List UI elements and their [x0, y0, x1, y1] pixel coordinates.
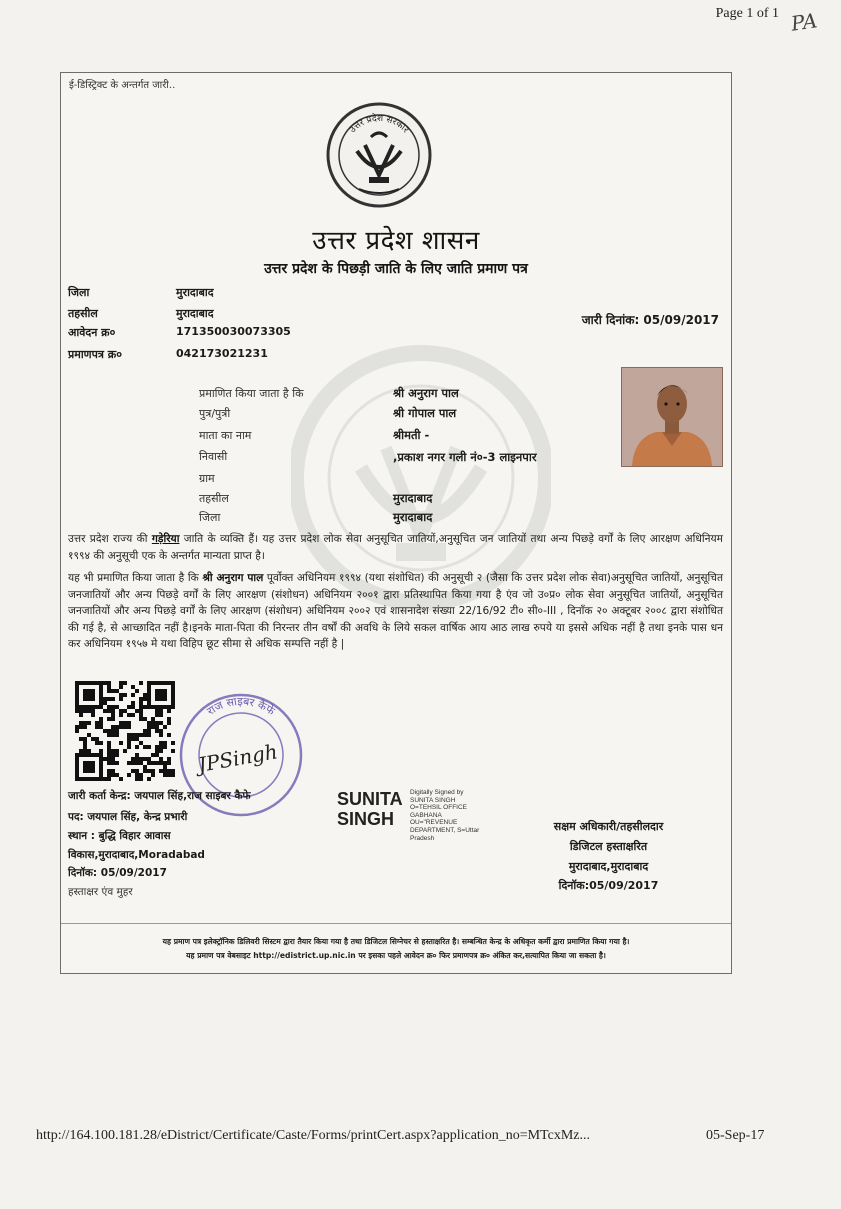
- qr-code-icon: [75, 681, 175, 781]
- caste-name: गड़ेरिया: [151, 533, 180, 545]
- issuer-sign-seal: हस्ताक्षर एंव मुहर: [68, 886, 133, 898]
- district-value: मुरादाबाद: [176, 286, 214, 299]
- field-village-label: ग्राम: [199, 472, 215, 485]
- stamp-text: राज साइबर कैफे: [204, 694, 278, 718]
- footer-note-line2: यह प्रमाण पत्र वेबसाइट http://edistrict.up.nic.in पर इसका पहले आवेदन क्र० फिर प्रमाणपत्र क्र० अंकित कर,सत्यापित किया जा सकता है।: [186, 951, 606, 960]
- field-resident-value: ,प्रकाश नगर गली नं०-3 लाइनपार: [393, 450, 537, 464]
- officer-date: दिनॉक:05/09/2017: [558, 879, 659, 892]
- field-district-label: जिला: [199, 511, 221, 524]
- certificate-no-label: प्रमाणपत्र क्र०: [68, 348, 122, 361]
- issuer-post: पद: जयपाल सिंह, केन्द्र प्रभारी: [68, 811, 188, 823]
- issued-under-text: ई-डिस्ट्रिक्ट के अन्तर्गत जारी..: [69, 80, 176, 91]
- applicant-name: श्री अनुराग पाल: [202, 572, 264, 584]
- page-label: Page 1 of 1: [715, 6, 779, 21]
- stamp-signature: JPSingh: [196, 739, 280, 777]
- certificate-subtitle: उत्तर प्रदेश के पिछड़ी जाति के लिए जाति प्रमाण पत्र: [264, 261, 528, 277]
- certificate-frame: [60, 72, 732, 974]
- field-tehsil-label: तहसील: [199, 492, 229, 505]
- tehsil-label: तहसील: [68, 307, 98, 320]
- signer-name: SUNITA SINGH: [337, 789, 403, 829]
- handwritten-note: PA: [789, 8, 819, 36]
- field-parent-label: पुत्र/पुत्री: [199, 407, 231, 420]
- svg-text:राज साइबर कैफे: [205, 695, 278, 718]
- print-date: 05-Sep-17: [706, 1128, 765, 1143]
- issuer-place-line2: विकास,मुरादाबाद,Moradabad: [68, 849, 205, 861]
- field-parent-value: श्री गोपाल पाल: [393, 406, 457, 420]
- emblem-text: उत्तर प्रदेश सरकार: [347, 113, 411, 136]
- issuer-place: स्थान : बुद्धि विहार आवास: [68, 830, 171, 842]
- footer-divider: [61, 923, 731, 924]
- issue-date: जारी दिनांक: 05/09/2017: [581, 313, 719, 327]
- footer-note-line1: यह प्रमाण पत्र इलेक्ट्रॉनिक डिलिवरी सिस्टम द्वारा तैयार किया गया है तथा डिजिटल सिग्नेचर से हस्ताक्षरित है। सम्बन्धित केन्द्र के अधिकृत कर्मी द्वारा प्रमाणित किया गया है।: [162, 937, 630, 946]
- digital-signature-details: Digitally Signed by SUNITA SINGH O=TEHSIL OFFICE GABHANA OU="REVENUE DEPARTMENT, S=Uttar Pradesh: [410, 789, 480, 842]
- officer-designation: सक्षम अधिकारी/तहसीलदार: [553, 820, 664, 833]
- certificate-no-value: 042173021231: [176, 347, 268, 360]
- field-certified-label: प्रमाणित किया जाता है कि: [199, 387, 304, 400]
- issuer-date: दिनॉक: 05/09/2017: [68, 867, 167, 879]
- page-title: उत्तर प्रदेश शासन: [312, 226, 480, 256]
- field-mother-value: श्रीमती -: [393, 428, 430, 442]
- issuer-center: जारी कर्ता केन्द्र: जयपाल सिंह,राज साइबर कैफे: [68, 790, 251, 802]
- eligibility-paragraph: यह भी प्रमाणित किया जाता है कि श्री अनुराग पाल पूर्वोक्त अधिनियम १९९४ (यथा संशोधित) की अनुसूची २ (जैसा कि उत्तर प्रदेश लोक सेवा)अनुसूचित जातियों, अनुसूचित जनजातियों और अन्य पिछड़े वर्गों के लिए आरक्षण (संशोधन) अधिनियम २००१ द्वारा प्रतिस्थापित किया गया है एंव जो उ०प्र० लोक सेवा अनुसूचित जातियों, अनुसूचित जनजातियों और अन्य पिछड़े वर्गों के लिए आरक्षण (संशोधन) अधिनियम २००२ एवं शासनादेश संख्या 22/16/92 टी० सी०-III , दिनाँक २० अक्टूबर २००८ द्वारा संशोधित की गई है, से आच्छादित नहीं है।इनके माता-पिता की निरन्तर तीन वर्षों की अवधि के लिये सकल वार्षिक आय आठ लाख रुपये या इससे अधिक नहीं है तथा इनके पास धन कर अधिनियम १९५७ मे यथा विहिप छूट सीमा से अधिक सम्पत्ति नहीं है |: [68, 572, 723, 651]
- field-certified-value: श्री अनुराग पाल: [393, 386, 459, 400]
- field-district-value: मुरादाबाद: [393, 510, 433, 524]
- district-label: जिला: [68, 286, 90, 299]
- up-government-emblem-icon: [325, 101, 433, 209]
- print-url: http://164.100.181.28/eDistrict/Certificate/Caste/Forms/printCert.aspx?application_no=MTcxMz...: [36, 1128, 590, 1143]
- officer-digital-signed: डिजिटल हस्ताक्षरित: [569, 840, 648, 853]
- field-tehsil-value: मुरादाबाद: [393, 491, 433, 505]
- field-mother-label: माता का नाम: [199, 429, 252, 442]
- officer-location: मुरादाबाद,मुरादाबाद: [568, 860, 649, 873]
- caste-paragraph: उत्तर प्रदेश राज्य की गड़ेरिया जाति के व्यक्ति हैं। यह उत्तर प्रदेश लोक सेवा अनुसूचित जातियों,अनुसूचित जन जातियों तथा अन्य पिछड़े वर्गों के लिए आरक्षण अधिनियम १९९४ की अनुसूची एक के अन्तर्गत मान्यता प्राप्त है।: [68, 533, 723, 562]
- tehsil-value: मुरादाबाद: [176, 307, 214, 320]
- application-no-label: आवेदन क्र०: [68, 326, 116, 339]
- field-resident-label: निवासी: [199, 450, 228, 463]
- application-no-value: 171350030073305: [176, 325, 291, 338]
- applicant-photo: [621, 367, 723, 467]
